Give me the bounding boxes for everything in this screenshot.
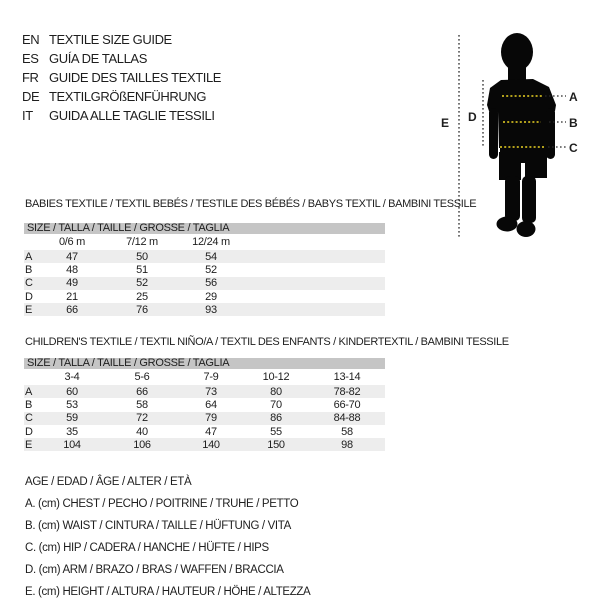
cell-value: 86 — [270, 412, 282, 425]
cell-value: 66-70 — [333, 398, 361, 411]
children-section-title: CHILDREN'S TEXTILE / TEXTIL NIÑO/A / TEXTIL DES ENFANTS / KINDERTEXTIL / BAMBINI TESSILE — [25, 336, 509, 348]
legend-line: A. (cm) CHEST / PECHO / POITRINE / TRUHE / PETTO — [25, 498, 299, 510]
children-col-header: 3-4 — [64, 371, 80, 383]
language-code: DE — [22, 89, 40, 104]
cell-value: 55 — [270, 425, 282, 438]
language-code: IT — [22, 108, 33, 123]
table-row — [24, 438, 385, 451]
cell-value: 104 — [63, 438, 81, 451]
cell-value: 21 — [66, 290, 78, 303]
language-row — [22, 106, 221, 125]
label-chest-a: A — [569, 90, 578, 104]
babies-col-header: 0/6 m — [58, 236, 85, 248]
table-row — [24, 250, 385, 263]
legend-line: E. (cm) HEIGHT / ALTURA / HAUTEUR / HÖHE / ALTEZZA — [25, 586, 311, 598]
cell-value: 40 — [136, 425, 148, 438]
row-label: C — [25, 277, 33, 290]
cell-value: 72 — [136, 412, 148, 425]
row-label: A — [25, 250, 33, 263]
cell-value: 66 — [66, 303, 78, 316]
cell-value: 53 — [66, 398, 78, 411]
cell-value: 49 — [66, 277, 78, 290]
table-row — [24, 425, 385, 438]
children-col-header: 7-9 — [203, 371, 219, 383]
cell-value: 48 — [66, 263, 78, 276]
cell-value: 64 — [205, 398, 217, 411]
language-list — [22, 30, 221, 125]
cell-value: 58 — [136, 398, 148, 411]
child-silhouette — [487, 33, 556, 237]
babies-size-header-bar: SIZE / TALLA / TAILLE / GRÖSSE / TAGLIA — [24, 223, 385, 234]
cell-value: 106 — [133, 438, 151, 451]
babies-section-title: BABIES TEXTILE / TEXTIL BEBÉS / TESTILE DES BÉBÉS / BABYS TEXTIL / BAMBINI TESSILE — [25, 198, 477, 210]
babies-col-header: 12/24 m — [192, 236, 230, 248]
legend-line: AGE / EDAD / ÂGE / ALTER / ETÀ — [25, 476, 192, 488]
language-title: TEXTILE SIZE GUIDE — [49, 32, 172, 47]
cell-value: 52 — [205, 263, 217, 276]
cell-value: 54 — [205, 250, 217, 263]
cell-value: 80 — [270, 385, 282, 398]
cell-value: 58 — [341, 425, 353, 438]
cell-value: 47 — [205, 425, 217, 438]
language-code: EN — [22, 32, 40, 47]
cell-value: 70 — [270, 398, 282, 411]
cell-value: 78-82 — [333, 385, 361, 398]
babies-column-header-row — [24, 234, 385, 250]
children-col-header: 13-14 — [333, 371, 361, 383]
cell-value: 35 — [66, 425, 78, 438]
table-row — [24, 277, 385, 290]
language-code: ES — [22, 51, 39, 66]
cell-value: 66 — [136, 385, 148, 398]
measurement-legend — [25, 471, 310, 600]
cell-value: 98 — [341, 438, 353, 451]
row-label: E — [25, 438, 33, 451]
children-table-rows — [24, 385, 385, 451]
cell-value: 79 — [205, 412, 217, 425]
row-label: B — [25, 398, 33, 411]
table-row — [24, 412, 385, 425]
babies-size-table — [24, 223, 385, 316]
cell-value: 76 — [136, 303, 148, 316]
row-label: C — [25, 412, 33, 425]
table-row — [24, 385, 385, 398]
children-column-header-row — [24, 369, 385, 385]
cell-value: 84-88 — [333, 412, 361, 425]
cell-value: 50 — [136, 250, 148, 263]
cell-value: 29 — [205, 290, 217, 303]
table-row — [24, 263, 385, 276]
cell-value: 73 — [205, 385, 217, 398]
children-size-table — [24, 358, 385, 451]
cell-value: 47 — [66, 250, 78, 263]
row-label: A — [25, 385, 33, 398]
language-row — [22, 68, 221, 87]
cell-value: 59 — [66, 412, 78, 425]
language-code: FR — [22, 70, 39, 85]
children-col-header: 10-12 — [262, 371, 290, 383]
cell-value: 140 — [202, 438, 220, 451]
cell-value: 25 — [136, 290, 148, 303]
language-title: GUÍA DE TALLAS — [49, 51, 147, 66]
label-waist-b: B — [569, 116, 578, 130]
label-hip-c: C — [569, 141, 578, 155]
cell-value: 51 — [136, 263, 148, 276]
row-label: E — [25, 303, 33, 316]
label-height-e: E — [441, 116, 450, 130]
table-row — [24, 398, 385, 411]
children-col-header: 5-6 — [134, 371, 150, 383]
language-row — [22, 30, 221, 49]
row-label: D — [25, 290, 33, 303]
legend-line: D. (cm) ARM / BRAZO / BRAS / WAFFEN / BRACCIA — [25, 564, 284, 576]
row-label: B — [25, 263, 33, 276]
legend-line: C. (cm) HIP / CADERA / HANCHE / HÜFTE / HIPS — [25, 542, 269, 554]
babies-col-header: 7/12 m — [126, 236, 158, 248]
cell-value: 93 — [205, 303, 217, 316]
language-title: GUIDE DES TAILLES TEXTILE — [49, 70, 222, 85]
language-title: GUIDA ALLE TAGLIE TESSILI — [49, 108, 215, 123]
cell-value: 150 — [267, 438, 285, 451]
cell-value: 52 — [136, 277, 148, 290]
language-row — [22, 87, 221, 106]
cell-value: 60 — [66, 385, 78, 398]
label-arm-d: D — [468, 110, 477, 124]
legend-line: B. (cm) WAIST / CINTURA / TAILLE / HÜFTUNG / VITA — [25, 520, 291, 532]
row-label: D — [25, 425, 33, 438]
cell-value: 56 — [205, 277, 217, 290]
babies-table-rows — [24, 250, 385, 316]
table-row — [24, 290, 385, 303]
language-row — [22, 49, 221, 68]
children-size-header-bar: SIZE / TALLA / TAILLE / GRÖSSE / TAGLIA — [24, 358, 385, 369]
language-title: TEXTILGRÖßENFÜHRUNG — [49, 89, 207, 104]
table-row — [24, 303, 385, 316]
